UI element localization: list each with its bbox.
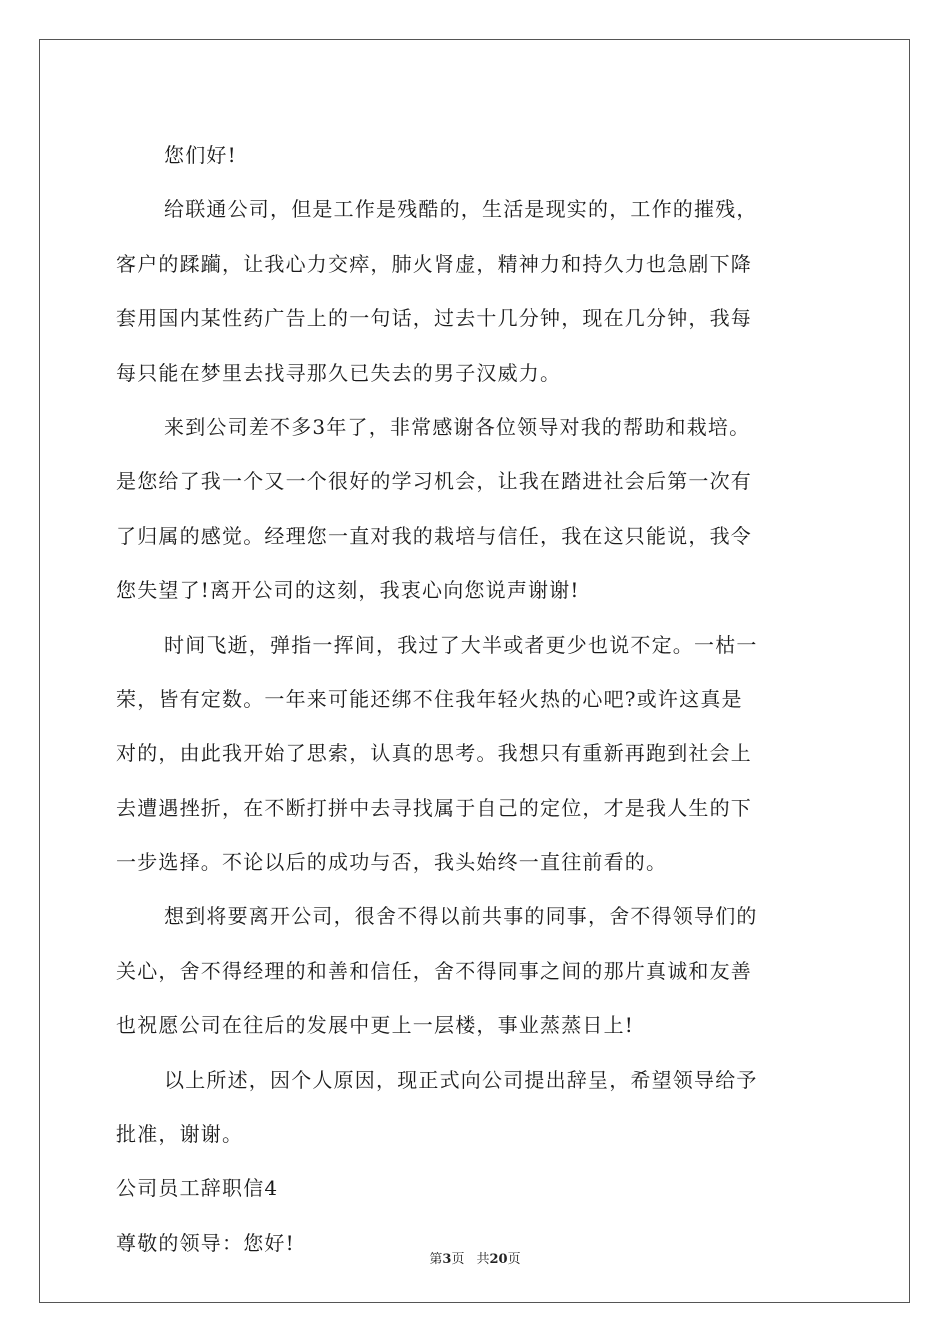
paragraph-line: 客户的蹂躏，让我心力交瘁，肺火肾虚，精神力和持久力也急剧下降 xyxy=(116,251,752,276)
paragraph-line: 关心，舍不得经理的和善和信任，舍不得同事之间的那片真诚和友善 xyxy=(116,958,752,983)
paragraph-line: 也祝愿公司在往后的发展中更上一层楼，事业蒸蒸日上! xyxy=(116,1013,635,1038)
total-prefix: 共 xyxy=(476,1252,490,1267)
page-footer xyxy=(0,1248,950,1267)
page-prefix: 第 xyxy=(429,1252,443,1267)
paragraph-line: 给联通公司，但是工作是残酷的，生活是现实的，工作的摧残， xyxy=(164,197,758,222)
paragraph-line: 每只能在梦里去找寻那久已失去的男子汉威力。 xyxy=(116,360,562,385)
paragraph-line: 去遭遇挫折，在不断打拼中去寻找属于自己的定位，才是我人生的下 xyxy=(116,795,752,820)
paragraph-line: 批准，谢谢。 xyxy=(116,1122,244,1147)
paragraph-line: 您们好! xyxy=(164,143,237,167)
paragraph-line: 想到将要离开公司，很舍不得以前共事的同事，舍不得领导们的 xyxy=(164,904,758,929)
total-pages: 20 xyxy=(489,1252,508,1267)
page-number: 3 xyxy=(442,1252,452,1267)
section-heading: 公司员工辞职信4 xyxy=(116,1176,279,1201)
total-suffix: 页 xyxy=(507,1252,521,1267)
paragraph-line: 您失望了!离开公司的这刻，我衷心向您说声谢谢! xyxy=(116,578,580,603)
paragraph-line: 以上所述，因个人原因，现正式向公司提出辞呈，希望领导给予 xyxy=(164,1067,758,1092)
paragraph-line: 一步选择。不论以后的成功与否，我头始终一直往前看的。 xyxy=(116,850,668,875)
paragraph-line: 时间飞逝，弹指一挥间，我过了大半或者更少也说不定。一枯一 xyxy=(164,632,758,657)
paragraph-line: 了归属的感觉。经理您一直对我的栽培与信任，我在这只能说，我令 xyxy=(116,523,752,548)
paragraph-line: 套用国内某性药广告上的一句话，过去十几分钟，现在几分钟，我每 xyxy=(116,306,752,331)
salutation: 尊敬的领导：您好! xyxy=(116,1230,295,1255)
paragraph-line: 是您给了我一个又一个很好的学习机会，让我在踏进社会后第一次有 xyxy=(116,469,752,494)
document-body xyxy=(116,128,838,1270)
page-suffix: 页 xyxy=(451,1252,465,1267)
paragraph-line: 对的，由此我开始了思索，认真的思考。我想只有重新再跑到社会上 xyxy=(116,741,752,766)
paragraph-line: 来到公司差不多3年了，非常感谢各位领导对我的帮助和栽培。 xyxy=(164,414,751,439)
paragraph-line: 荣，皆有定数。一年来可能还绑不住我年轻火热的心吧?或许这真是 xyxy=(116,686,743,711)
